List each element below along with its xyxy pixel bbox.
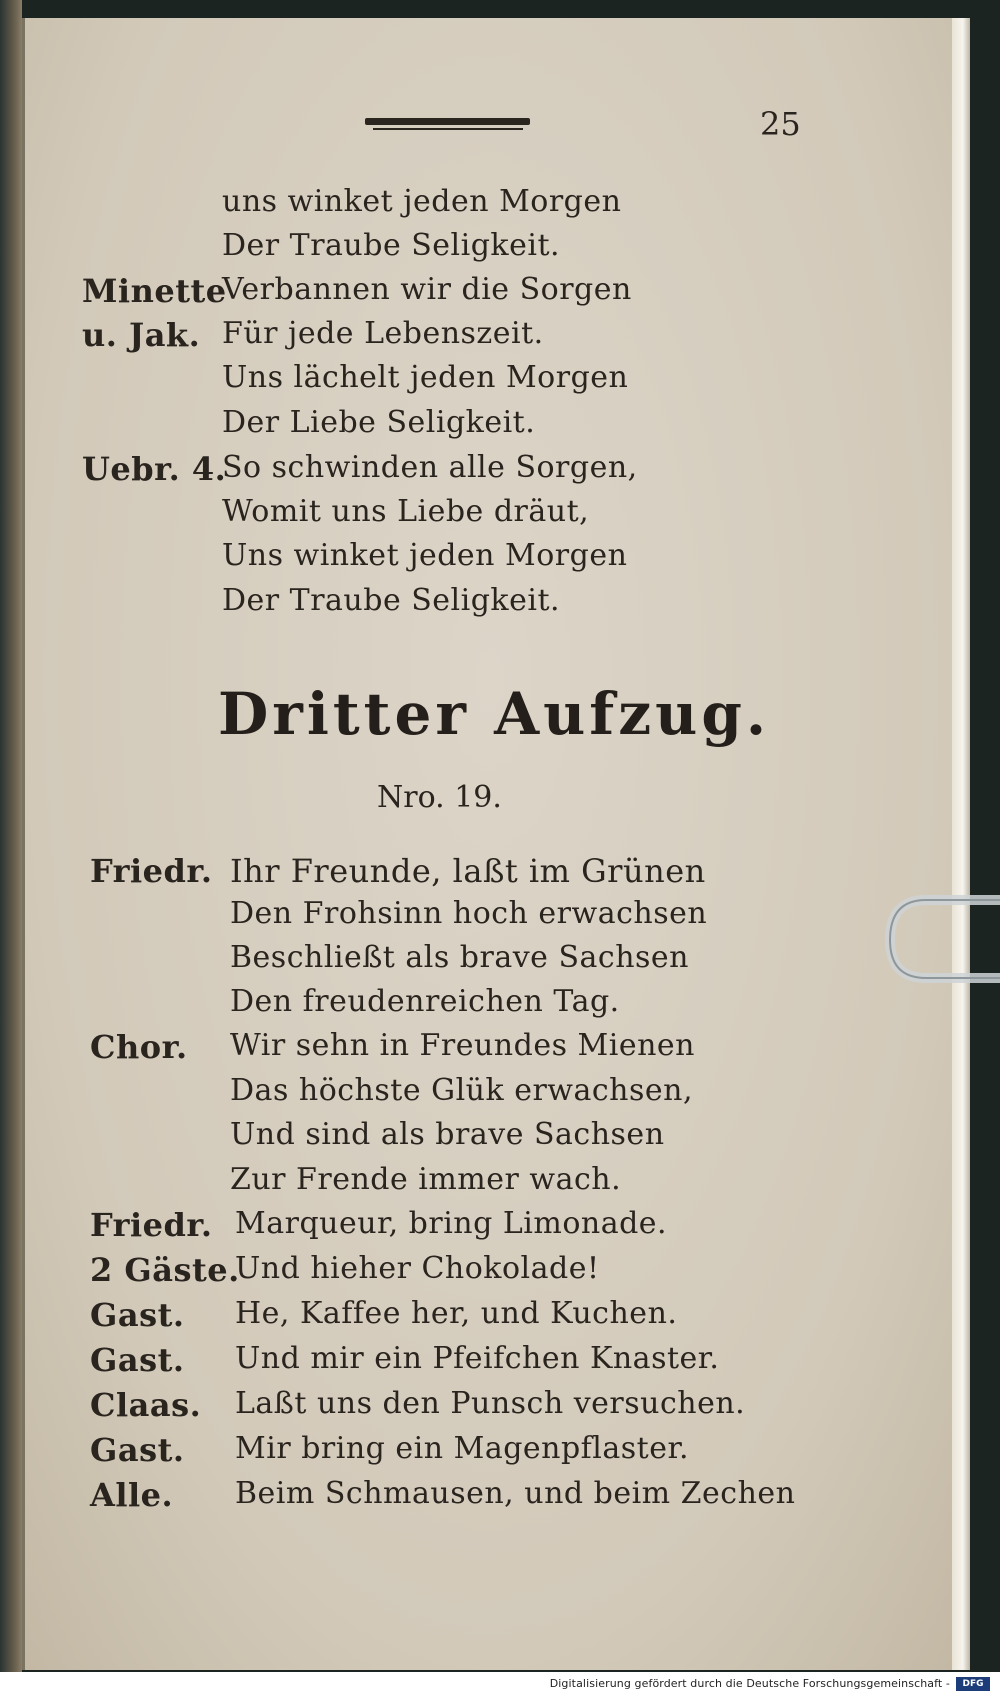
speaker-label: Claas.	[90, 1386, 202, 1424]
verse-line: Beschließt als brave Sachsen	[230, 940, 690, 975]
verse-line: Der Liebe Seligkeit.	[222, 405, 536, 440]
verse-line: He, Kaffee her, und Kuchen.	[235, 1296, 678, 1331]
verse-line: Beim Schmausen, und beim Zechen	[235, 1476, 796, 1511]
verse-line: Mir bring ein Magenpflaster.	[235, 1431, 690, 1466]
verse-line: Laßt uns den Punsch versuchen.	[235, 1386, 746, 1421]
verse-line: Ihr Freunde, laßt im Grünen	[230, 852, 706, 890]
verse-line: Und hieher Chokolade!	[235, 1251, 600, 1286]
speaker-label: Minette	[82, 272, 227, 310]
verse-line: Und mir ein Pfeifchen Knaster.	[235, 1341, 720, 1376]
book-spine	[0, 0, 22, 1696]
speaker-label: Gast.	[90, 1296, 185, 1334]
verse-line: Wir sehn in Freundes Mienen	[230, 1028, 695, 1063]
verse-line: Für jede Lebenszeit.	[222, 316, 544, 351]
speaker-label: Uebr. 4.	[82, 450, 227, 488]
verse-line: Das höchste Glük erwachsen,	[230, 1073, 694, 1108]
speaker-label: Friedr.	[90, 1206, 213, 1244]
verse-line: Der Traube Seligkeit.	[222, 583, 561, 618]
verse-line: Uns lächelt jeden Morgen	[222, 360, 629, 395]
ornamental-rule	[365, 118, 530, 132]
footer-credit: Digitalisierung gefördert durch die Deutsche Forschungsgemeinschaft -	[549, 1677, 950, 1690]
speaker-label: Friedr.	[90, 852, 213, 890]
number-heading: Nro. 19.	[377, 780, 502, 815]
speaker-label: Alle.	[90, 1476, 174, 1514]
verse-line: Den freudenreichen Tag.	[230, 984, 620, 1019]
verse-line: So schwinden alle Sorgen,	[222, 450, 638, 485]
speaker-label: u. Jak.	[82, 316, 201, 354]
verse-line: Den Frohsinn hoch erwachsen	[230, 896, 708, 931]
verse-line: Der Traube Seligkeit.	[222, 228, 561, 263]
speaker-label: Gast.	[90, 1341, 185, 1379]
verse-line: Womit uns Liebe dräut,	[222, 494, 590, 529]
verse-line: uns winket jeden Morgen	[222, 184, 622, 219]
dfg-logo: DFG	[956, 1677, 990, 1691]
speaker-label: Chor.	[90, 1028, 188, 1066]
verse-line: Uns winket jeden Morgen	[222, 538, 628, 573]
verse-line: Und sind als brave Sachsen	[230, 1117, 665, 1152]
verse-line: Zur Frende immer wach.	[230, 1162, 622, 1197]
page-edge	[952, 18, 970, 1670]
act-heading: Dritter Aufzug.	[218, 680, 771, 748]
verse-line: Marqueur, bring Limonade.	[235, 1206, 668, 1241]
page-number: 25	[760, 105, 801, 143]
speaker-label: 2 Gäste.	[90, 1251, 240, 1289]
paper-clip-icon	[876, 890, 1000, 1014]
speaker-label: Gast.	[90, 1431, 185, 1469]
verse-line: Verbannen wir die Sorgen	[222, 272, 632, 307]
